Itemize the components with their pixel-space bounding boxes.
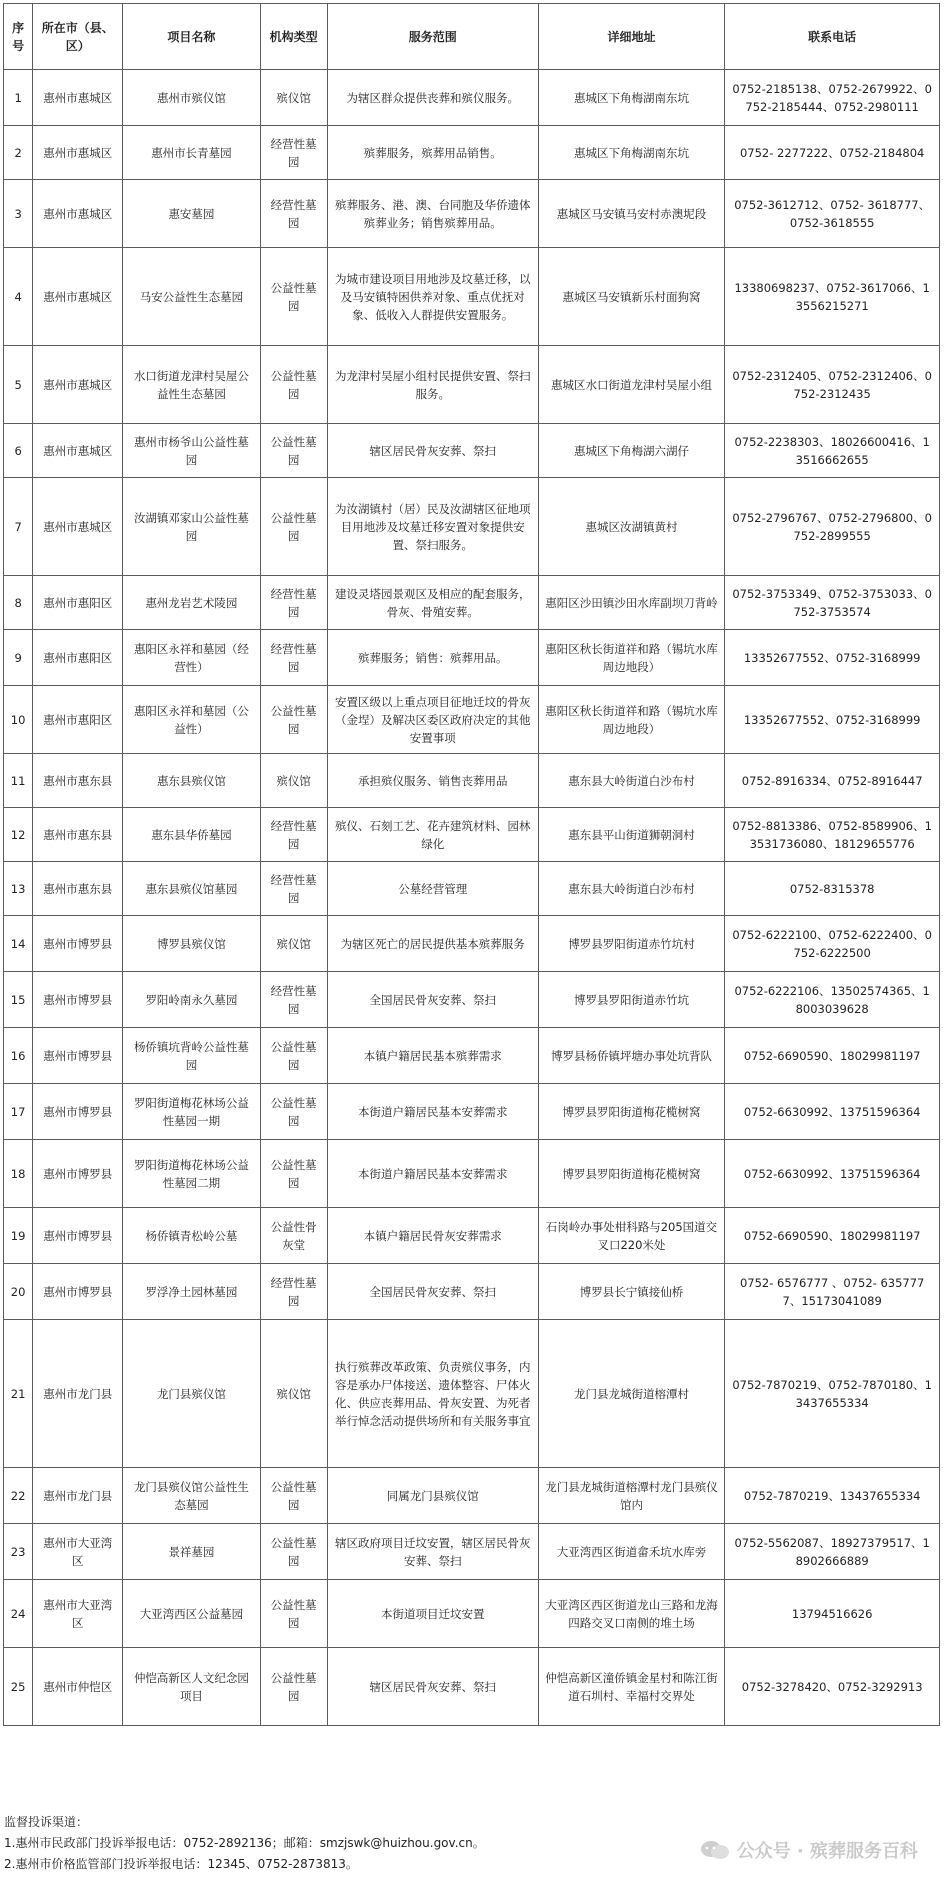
- row-phone: 0752-7870219、13437655334: [725, 1468, 940, 1524]
- row-project-name: 马安公益性生态墓园: [123, 248, 260, 346]
- row-address: 惠阳区秋长街道祥和路（锡坑水库周边地段）: [538, 630, 725, 686]
- row-phone: 0752-2312405、0752-2312406、0752-2312435: [725, 346, 940, 424]
- table-row: [4, 126, 940, 180]
- row-phone: 0752-6222100、0752-6222400、0752-6222500: [725, 916, 940, 972]
- row-type: 公益性墓园: [260, 1028, 327, 1084]
- row-project-name: 惠阳区永祥和墓园（经营性）: [123, 630, 260, 686]
- table-row: [4, 754, 940, 808]
- row-type: 殡仪馆: [260, 1320, 327, 1468]
- row-address: 大亚湾区西区街道龙山三路和龙海四路交叉口南侧的堆土场: [538, 1580, 725, 1648]
- row-area: 惠州市博罗县: [33, 1028, 123, 1084]
- row-scope: 公墓经营管理: [327, 862, 538, 916]
- row-area: 惠州市惠城区: [33, 70, 123, 126]
- row-phone: 13352677552、0752-3168999: [725, 686, 940, 754]
- row-number: 5: [4, 346, 33, 424]
- row-area: 惠州市惠城区: [33, 346, 123, 424]
- row-type: 公益性墓园: [260, 1524, 327, 1580]
- row-number: 13: [4, 862, 33, 916]
- row-address: 石岗岭办事处柑科路与205国道交叉口220米处: [538, 1208, 725, 1264]
- header-area: 所在市（县、区）: [33, 4, 123, 70]
- row-phone: 0752-6630992、13751596364: [725, 1084, 940, 1140]
- row-address: 博罗县罗阳街道赤竹坑: [538, 972, 725, 1028]
- row-area: 惠州市惠城区: [33, 424, 123, 478]
- row-address: 惠城区马安镇新乐村面狗窝: [538, 248, 725, 346]
- row-address: 惠东县大岭街道白沙布村: [538, 862, 725, 916]
- row-project-name: 景祥墓园: [123, 1524, 260, 1580]
- row-address: 博罗县杨侨镇坪塘办事处坑背队: [538, 1028, 725, 1084]
- row-number: 1: [4, 70, 33, 126]
- row-area: 惠州市惠东县: [33, 754, 123, 808]
- header-type: 机构类型: [260, 4, 327, 70]
- row-scope: 辖区居民骨灰安葬、祭扫: [327, 424, 538, 478]
- row-area: 惠州市惠东县: [33, 808, 123, 862]
- row-project-name: 惠安墓园: [123, 180, 260, 248]
- header-name: 项目名称: [123, 4, 260, 70]
- row-scope: 建设灵塔园景观区及相应的配套服务，骨灰、骨殖安葬。: [327, 576, 538, 630]
- row-address: 惠阳区沙田镇沙田水库副坝刀背岭: [538, 576, 725, 630]
- row-area: 惠州市大亚湾区: [33, 1580, 123, 1648]
- row-scope: 安置区级以上重点项目征地迁坟的骨灰（金埕）及解决区委区政府决定的其他安置事项: [327, 686, 538, 754]
- row-project-name: 汝湖镇邓家山公益性墓园: [123, 478, 260, 576]
- row-area: 惠州市博罗县: [33, 916, 123, 972]
- row-phone: 0752-2238303、18026600416、13516662655: [725, 424, 940, 478]
- row-project-name: 杨侨镇坑背岭公益性墓园: [123, 1028, 260, 1084]
- row-area: 惠州市惠阳区: [33, 686, 123, 754]
- row-number: 17: [4, 1084, 33, 1140]
- complaint-title: 监督投诉渠道：: [4, 1815, 89, 1829]
- row-type: 经营性墓园: [260, 576, 327, 630]
- row-type: 公益性墓园: [260, 248, 327, 346]
- row-project-name: 罗浮净土园林墓园: [123, 1264, 260, 1320]
- row-type: 公益性墓园: [260, 686, 327, 754]
- table-row: [4, 1524, 940, 1580]
- row-scope: 为龙津村吴屋小组村民提供安置、祭扫服务。: [327, 346, 538, 424]
- row-number: 16: [4, 1028, 33, 1084]
- row-type: 经营性墓园: [260, 972, 327, 1028]
- row-phone: 0752-3278420、0752-3292913: [725, 1648, 940, 1726]
- row-scope: 殡葬服务、港、澳、台同胞及华侨遗体殡葬业务；销售殡葬用品。: [327, 180, 538, 248]
- row-scope: 本镇户籍居民基本殡葬需求: [327, 1028, 538, 1084]
- row-scope: 为汝湖镇村（居）民及汝湖辖区征地项目用地涉及坟墓迁移安置对象提供安置、祭扫服务。: [327, 478, 538, 576]
- row-area: 惠州市惠阳区: [33, 630, 123, 686]
- row-project-name: 惠东县殡仪馆墓园: [123, 862, 260, 916]
- row-address: 惠城区马安镇马安村赤澳坭段: [538, 180, 725, 248]
- table-row: [4, 808, 940, 862]
- row-address: 惠阳区秋长街道祥和路（锡坑水库周边地段）: [538, 686, 725, 754]
- complaint-line-2: 2.惠州市价格监管部门投诉举报电话：12345、0752-2873813。: [4, 1857, 358, 1871]
- row-number: 8: [4, 576, 33, 630]
- row-project-name: 惠州市殡仪馆: [123, 70, 260, 126]
- row-project-name: 仲恺高新区人文纪念园项目: [123, 1648, 260, 1726]
- row-area: 惠州市博罗县: [33, 1140, 123, 1208]
- row-project-name: 惠州市长青墓园: [123, 126, 260, 180]
- header-scope: 服务范围: [327, 4, 538, 70]
- row-area: 惠州市惠东县: [33, 862, 123, 916]
- table-row: [4, 70, 940, 126]
- row-number: 10: [4, 686, 33, 754]
- row-type: 公益性骨灰堂: [260, 1208, 327, 1264]
- watermark: [699, 1836, 918, 1864]
- row-scope: 本街道项目迁坟安置: [327, 1580, 538, 1648]
- table-row: [4, 478, 940, 576]
- row-number: 18: [4, 1140, 33, 1208]
- row-project-name: 罗阳街道梅花林场公益性墓园一期: [123, 1084, 260, 1140]
- funeral-facility-table: [3, 3, 940, 1726]
- row-project-name: 龙门县殡仪馆: [123, 1320, 260, 1468]
- table-row: [4, 1208, 940, 1264]
- row-number: 24: [4, 1580, 33, 1648]
- row-address: 大亚湾西区街道畲禾坑水库旁: [538, 1524, 725, 1580]
- row-area: 惠州市龙门县: [33, 1320, 123, 1468]
- row-address: 龙门县龙城街道榕潭村龙门县殡仪馆内: [538, 1468, 725, 1524]
- row-type: 殡仪馆: [260, 916, 327, 972]
- row-number: 25: [4, 1648, 33, 1726]
- row-scope: 为辖区群众提供丧葬和殡仪服务。: [327, 70, 538, 126]
- row-number: 21: [4, 1320, 33, 1468]
- table-row: [4, 972, 940, 1028]
- row-scope: 本街道户籍居民基本安葬需求: [327, 1140, 538, 1208]
- row-scope: 为辖区死亡的居民提供基本殡葬服务: [327, 916, 538, 972]
- table-row: [4, 630, 940, 686]
- row-scope: 执行殡葬改革政策、负责殡仪事务，内容是承办尸体接送、遗体整容、尸体火化、供应丧葬用品、骨灰安置、为死者举行悼念活动提供场所和有关服务事宜: [327, 1320, 538, 1468]
- row-number: 7: [4, 478, 33, 576]
- row-area: 惠州市博罗县: [33, 1208, 123, 1264]
- table-row: [4, 862, 940, 916]
- row-phone: 0752- 6576777 、0752- 6357777、15173041089: [725, 1264, 940, 1320]
- row-scope: 本镇户籍居民骨灰安葬需求: [327, 1208, 538, 1264]
- row-address: 仲恺高新区潼侨镇金星村和陈江街道石圳村、幸福村交界处: [538, 1648, 725, 1726]
- table-row: [4, 1028, 940, 1084]
- table-row: [4, 1140, 940, 1208]
- row-phone: 13352677552、0752-3168999: [725, 630, 940, 686]
- table-row: [4, 1264, 940, 1320]
- row-area: 惠州市惠城区: [33, 126, 123, 180]
- table-row: [4, 1580, 940, 1648]
- table-row: [4, 180, 940, 248]
- row-project-name: 大亚湾西区公益墓园: [123, 1580, 260, 1648]
- row-type: 公益性墓园: [260, 478, 327, 576]
- row-project-name: 博罗县殡仪馆: [123, 916, 260, 972]
- row-type: 经营性墓园: [260, 1264, 327, 1320]
- row-project-name: 龙门县殡仪馆公益性生态墓园: [123, 1468, 260, 1524]
- row-address: 龙门县龙城街道榕潭村: [538, 1320, 725, 1468]
- row-phone: 13380698237、0752-3617066、13556215271: [725, 248, 940, 346]
- row-number: 14: [4, 916, 33, 972]
- row-address: 惠城区水口街道龙津村吴屋小组: [538, 346, 725, 424]
- row-area: 惠州市惠阳区: [33, 576, 123, 630]
- table-row: [4, 424, 940, 478]
- row-scope: 本街道户籍居民基本安葬需求: [327, 1084, 538, 1140]
- row-number: 22: [4, 1468, 33, 1524]
- row-number: 11: [4, 754, 33, 808]
- row-address: 惠城区下角梅湖南东坑: [538, 126, 725, 180]
- row-area: 惠州市惠城区: [33, 180, 123, 248]
- table-row: [4, 1320, 940, 1468]
- row-phone: 0752-5562087、18927379517、18902666889: [725, 1524, 940, 1580]
- row-number: 20: [4, 1264, 33, 1320]
- row-area: 惠州市博罗县: [33, 1264, 123, 1320]
- row-project-name: 惠州龙岩艺术陵园: [123, 576, 260, 630]
- row-area: 惠州市惠城区: [33, 478, 123, 576]
- table-row: [4, 686, 940, 754]
- row-phone: 0752-2185138、0752-2679922、0752-2185444、0752-2980111: [725, 70, 940, 126]
- row-number: 12: [4, 808, 33, 862]
- row-type: 经营性墓园: [260, 862, 327, 916]
- row-address: 惠城区汝湖镇黄村: [538, 478, 725, 576]
- row-scope: 承担殡仪服务、销售丧葬用品: [327, 754, 538, 808]
- row-area: 惠州市惠城区: [33, 248, 123, 346]
- row-scope: 为城市建设项目用地涉及坟墓迁移，以及马安镇特困供养对象、重点优抚对象、低收入人群提供安置服务。: [327, 248, 538, 346]
- row-type: 经营性墓园: [260, 630, 327, 686]
- table-body: [4, 70, 940, 1726]
- row-address: 博罗县长宁镇接仙桥: [538, 1264, 725, 1320]
- header-phone: 联系电话: [725, 4, 940, 70]
- row-area: 惠州市博罗县: [33, 972, 123, 1028]
- table-row: [4, 916, 940, 972]
- row-phone: 0752-6222106、13502574365、18003039628: [725, 972, 940, 1028]
- row-phone: 0752- 2277222、0752-2184804: [725, 126, 940, 180]
- row-number: 19: [4, 1208, 33, 1264]
- row-phone: 13794516626: [725, 1580, 940, 1648]
- row-project-name: 水口街道龙津村吴屋公益性生态墓园: [123, 346, 260, 424]
- row-scope: 全国居民骨灰安葬、祭扫: [327, 1264, 538, 1320]
- row-scope: 殡仪、石刻工艺、花卉建筑材料、园林绿化: [327, 808, 538, 862]
- row-scope: 辖区政府项目迁坟安置，辖区居民骨灰安葬、祭扫: [327, 1524, 538, 1580]
- row-project-name: 杨侨镇青松岭公墓: [123, 1208, 260, 1264]
- header-address: 详细地址: [538, 4, 725, 70]
- row-area: 惠州市龙门县: [33, 1468, 123, 1524]
- row-project-name: 惠州市杨爷山公益性墓园: [123, 424, 260, 478]
- row-phone: 0752-8315378: [725, 862, 940, 916]
- table-row: [4, 1084, 940, 1140]
- row-address: 博罗县罗阳街道梅花榄树窝: [538, 1084, 725, 1140]
- row-phone: 0752-6690590、18029981197: [725, 1028, 940, 1084]
- row-project-name: 罗阳岭南永久墓园: [123, 972, 260, 1028]
- row-project-name: 惠东县华侨墓园: [123, 808, 260, 862]
- table-row: [4, 248, 940, 346]
- row-number: 15: [4, 972, 33, 1028]
- row-project-name: 惠阳区永祥和墓园（公益性）: [123, 686, 260, 754]
- row-number: 6: [4, 424, 33, 478]
- row-project-name: 罗阳街道梅花林场公益性墓园二期: [123, 1140, 260, 1208]
- row-type: 公益性墓园: [260, 1468, 327, 1524]
- row-number: 9: [4, 630, 33, 686]
- row-type: 公益性墓园: [260, 1648, 327, 1726]
- row-phone: 0752-7870219、0752-7870180、13437655334: [725, 1320, 940, 1468]
- row-type: 殡仪馆: [260, 70, 327, 126]
- row-phone: 0752-8813386、0752-8589906、13531736080、18129655776: [725, 808, 940, 862]
- row-address: 惠城区下角梅湖南东坑: [538, 70, 725, 126]
- row-area: 惠州市大亚湾区: [33, 1524, 123, 1580]
- row-type: 公益性墓园: [260, 424, 327, 478]
- row-phone: 0752-2796767、0752-2796800、0752-2899555: [725, 478, 940, 576]
- row-address: 博罗县罗阳街道梅花榄树窝: [538, 1140, 725, 1208]
- row-address: 惠东县平山街道狮朝洞村: [538, 808, 725, 862]
- row-area: 惠州市仲恺区: [33, 1648, 123, 1726]
- row-phone: 0752-3612712、0752- 3618777、0752-3618555: [725, 180, 940, 248]
- row-phone: 0752-8916334、0752-8916447: [725, 754, 940, 808]
- row-number: 23: [4, 1524, 33, 1580]
- row-phone: 0752-6630992、13751596364: [725, 1140, 940, 1208]
- row-address: 惠东县大岭街道白沙布村: [538, 754, 725, 808]
- row-area: 惠州市博罗县: [33, 1084, 123, 1140]
- row-number: 4: [4, 248, 33, 346]
- complaint-line-1: 1.惠州市民政部门投诉举报电话：0752-2892136；邮箱：smzjswk@huizhou.gov.cn。: [4, 1836, 485, 1850]
- table-row: [4, 576, 940, 630]
- row-type: 公益性墓园: [260, 1140, 327, 1208]
- row-scope: 辖区居民骨灰安葬、祭扫: [327, 1648, 538, 1726]
- row-address: 惠城区下角梅湖六湖仔: [538, 424, 725, 478]
- row-address: 博罗县罗阳街道赤竹坑村: [538, 916, 725, 972]
- wechat-icon: [699, 1839, 731, 1861]
- row-type: 公益性墓园: [260, 1084, 327, 1140]
- row-type: 经营性墓园: [260, 126, 327, 180]
- table-row: [4, 1648, 940, 1726]
- row-scope: 殡葬服务，殡葬用品销售。: [327, 126, 538, 180]
- table-header-row: [4, 4, 940, 70]
- row-type: 殡仪馆: [260, 754, 327, 808]
- row-phone: 0752-6690590、18029981197: [725, 1208, 940, 1264]
- header-no: 序号: [4, 4, 33, 70]
- row-scope: 同属龙门县殡仪馆: [327, 1468, 538, 1524]
- row-number: 2: [4, 126, 33, 180]
- table-row: [4, 346, 940, 424]
- row-scope: 殡葬服务；销售：殡葬用品。: [327, 630, 538, 686]
- row-type: 经营性墓园: [260, 808, 327, 862]
- table-row: [4, 1468, 940, 1524]
- row-type: 公益性墓园: [260, 1580, 327, 1648]
- row-scope: 全国居民骨灰安葬、祭扫: [327, 972, 538, 1028]
- row-type: 公益性墓园: [260, 346, 327, 424]
- watermark-text: 公众号 · 殡葬服务百科: [736, 1841, 918, 1862]
- row-type: 经营性墓园: [260, 180, 327, 248]
- row-project-name: 惠东县殡仪馆: [123, 754, 260, 808]
- row-phone: 0752-3753349、0752-3753033、0752-3753574: [725, 576, 940, 630]
- row-number: 3: [4, 180, 33, 248]
